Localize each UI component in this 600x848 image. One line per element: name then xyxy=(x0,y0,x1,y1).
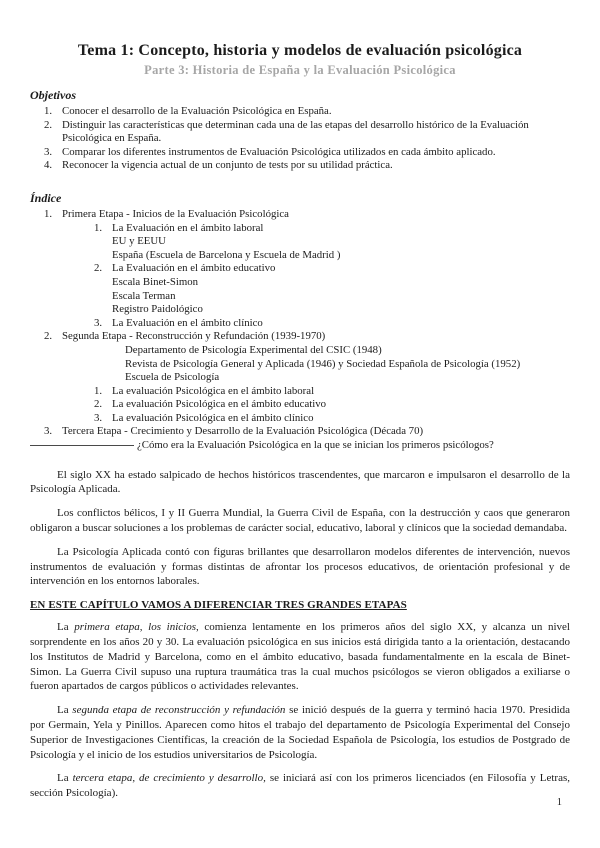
paragraph-emphasis: primera etapa, los inicios, xyxy=(74,621,199,634)
indice-row xyxy=(94,412,570,426)
item-text: Reconocer la vigencia actual de un conjunto de tests por su utilidad práctica. xyxy=(62,159,393,172)
paragraph-rest: se inició después de la guerra y terminó hacia 1970. Presidida por Germain, Yela y Pinillos. Aparecen como hitos el trabajo del departamento de Psicología Experimental del Consejo Superior de Investigaciones Científicas, la creación de la Sociedad Española de Psicología, los estudios de Postgrado de Psicología y el inicio de los estudios universitarios de Psicología. xyxy=(30,704,571,761)
indice-row xyxy=(44,330,570,344)
item-text: La evaluación Psicológica en el ámbito laboral xyxy=(112,384,315,397)
paragraph xyxy=(30,620,570,694)
item-text: Escuela de Psicología xyxy=(125,371,220,384)
indice-row xyxy=(112,303,570,317)
objetivos-item xyxy=(44,105,570,119)
item-number: 4. xyxy=(44,159,53,172)
indice-row xyxy=(94,398,570,412)
item-number: 1. xyxy=(94,384,103,397)
indice-row xyxy=(112,276,570,290)
item-text: La evaluación Psicológica en el ámbito educativo xyxy=(112,398,327,411)
paragraph-emphasis: segunda etapa de reconstrucción y refundación xyxy=(72,704,286,717)
item-number: 3. xyxy=(44,425,53,438)
objetivos-list xyxy=(30,105,570,173)
page-title: Tema 1: Concepto, historia y modelos de evaluación psicológica xyxy=(77,42,523,59)
indice-row xyxy=(94,222,570,236)
objetivos-item xyxy=(44,119,570,146)
item-text: Escala Terman xyxy=(112,289,176,302)
item-text: Distinguir las características que determinan cada una de las etapas del desarrollo histórico de la Evaluación Psicológica en España. xyxy=(62,118,529,145)
item-text: La Evaluación en el ámbito clínico xyxy=(112,316,263,329)
indice-row xyxy=(125,371,570,385)
indice-row xyxy=(94,385,570,399)
item-number: 3. xyxy=(94,316,103,329)
indice-list xyxy=(30,208,570,453)
indice-row xyxy=(94,317,570,331)
item-text: Registro Paidológico xyxy=(112,303,203,316)
indice-question-row xyxy=(30,439,570,453)
item-number: 3. xyxy=(94,411,103,424)
paragraph: Los conflictos bélicos, I y II Guerra Mundial, la Guerra Civil de España, con la destrucción y caos que generaron obligaron a buscar soluciones a los problemas de carácter social, educativo, laboral y clínicos que la sociedad demandaba. xyxy=(30,507,570,535)
item-number: 2. xyxy=(44,330,53,343)
indice-heading: Índice xyxy=(30,190,62,205)
item-text: Tercera Etapa - Crecimiento y Desarrollo de la Evaluación Psicológica (Década 70) xyxy=(62,425,424,438)
page-subtitle: Parte 3: Historia de España y la Evaluación Psicológica xyxy=(144,63,456,77)
item-text: Departamento de Psicología Experimental del CSIC (1948) xyxy=(125,343,382,356)
objetivos-item xyxy=(44,146,570,160)
item-number: 3. xyxy=(44,145,53,158)
indice-row xyxy=(125,344,570,358)
item-text: La Evaluación en el ámbito educativo xyxy=(112,262,276,275)
paragraph-rest: se iniciará así con los primeros licenciados (en Filosofía y Letras, sección Psicología). xyxy=(30,772,570,800)
item-text: Escala Binet-Simon xyxy=(112,275,199,288)
section-heading: EN ESTE CAPÍTULO VAMOS A DIFERENCIAR TRES GRANDES ETAPAS xyxy=(30,599,407,612)
paragraph xyxy=(30,771,570,801)
item-number: 2. xyxy=(94,262,103,275)
indice-row xyxy=(112,235,570,249)
paragraph-lead: La xyxy=(57,621,75,634)
item-text: España (Escuela de Barcelona y Escuela de Madrid ) xyxy=(112,248,341,261)
paragraph: La Psicología Aplicada contó con figuras brillantes que desarrollaron modelos diferentes de intervención, nuevos instrumentos de evaluación y formas distintas de afrontar los procesos educativos, de orientación profesional y de intervención en los entornos laborales. xyxy=(30,545,570,588)
item-number: 1. xyxy=(44,105,53,117)
item-text: EU y EEUU xyxy=(112,235,166,248)
paragraph-emphasis: tercera etapa, de crecimiento y desarrollo, xyxy=(72,772,266,785)
item-number: 1. xyxy=(44,207,53,220)
item-text: Segunda Etapa - Reconstrucción y Refundación (1939-1970) xyxy=(62,330,326,343)
page-number: 1 xyxy=(556,797,562,808)
indice-row xyxy=(112,249,570,263)
body-text xyxy=(30,468,570,801)
indice-row xyxy=(44,208,570,222)
paragraph-lead: La xyxy=(57,772,73,785)
paragraph-lead: La xyxy=(57,704,73,717)
indice-row xyxy=(112,290,570,304)
paragraph-rest: comienza lentamente en los primeros años del siglo XX, y alcanza un nivel sorprendente en los años 20 y 30. La evaluación psicológica en sus inicios está dirigida tanto a la orientación, destacando los Institutos de Madrid y Barcelona, como en el ámbito educativo, basada fundamentalmente en la escala de Binet-Simon. La Guerra Civil supuso una ruptura traumática tras la cual muchos psicólogos se vieron obligados a exiliarse o fueron apartados de cargos públicos o actividades relevantes. xyxy=(30,621,570,693)
indice-question: ¿Cómo era la Evaluación Psicológica en la que se inician los primeros psicólogos? xyxy=(137,439,494,452)
item-number: 1. xyxy=(94,221,103,234)
indice-row xyxy=(94,262,570,276)
objetivos-item xyxy=(44,159,570,173)
item-number: 2. xyxy=(44,118,53,131)
divider-line xyxy=(30,445,134,446)
paragraph: El siglo XX ha estado salpicado de hechos históricos trascendentes, que marcaron e impulsaron el desarrollo de la Psicología Aplicada. xyxy=(30,468,570,496)
paragraph xyxy=(30,703,570,762)
item-text: Revista de Psicología General y Aplicada (1946) y Sociedad Española de Psicología (1952) xyxy=(125,357,521,370)
item-number: 2. xyxy=(94,398,103,411)
item-text: Primera Etapa - Inicios de la Evaluación Psicológica xyxy=(62,207,289,220)
item-text: La Evaluación en el ámbito laboral xyxy=(112,221,264,234)
item-text: La evaluación Psicológica en el ámbito clínico xyxy=(112,411,314,424)
objetivos-heading: Objetivos xyxy=(30,88,76,102)
item-text: Comparar los diferentes instrumentos de Evaluación Psicológica utilizados en cada ámbito aplicado. xyxy=(62,145,496,158)
indice-row xyxy=(44,425,570,439)
item-text: Conocer el desarrollo de la Evaluación Psicológica en España. xyxy=(62,105,332,117)
indice-row xyxy=(125,358,570,372)
